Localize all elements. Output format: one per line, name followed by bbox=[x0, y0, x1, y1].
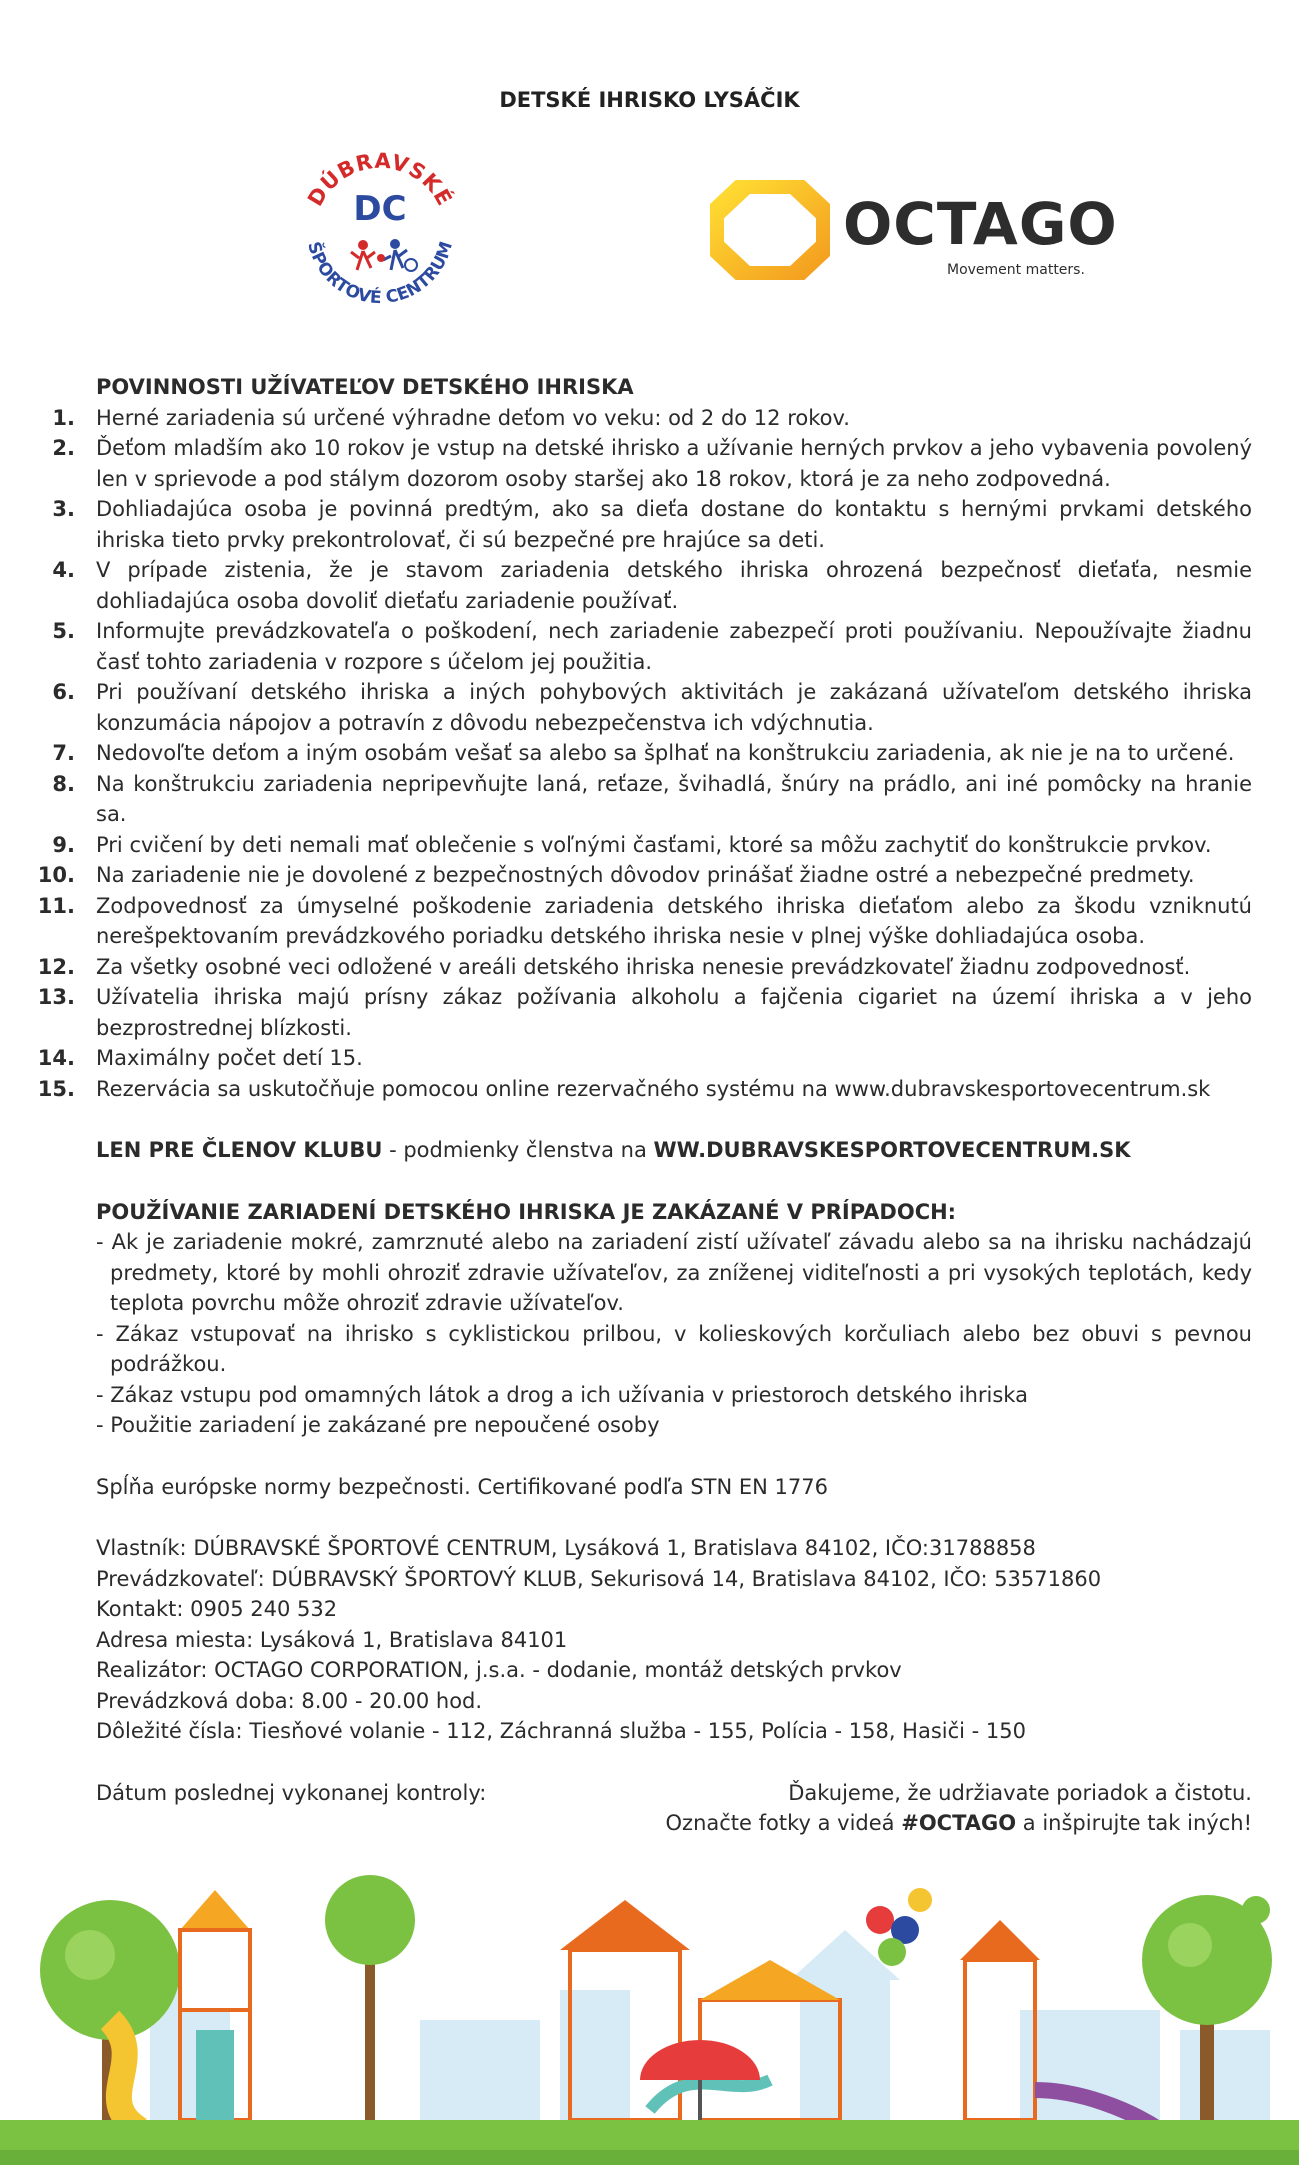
info-address-label: Adresa miesta: bbox=[96, 1627, 260, 1652]
dsc-logo-monogram: DC bbox=[353, 189, 407, 229]
info-hours-value: 8.00 - 20.00 hod. bbox=[301, 1688, 483, 1713]
octago-tagline: Movement matters. bbox=[947, 262, 1085, 278]
rule-item bbox=[37, 1074, 1252, 1105]
prohibited-list bbox=[96, 1227, 1252, 1441]
info-contact bbox=[96, 1594, 1252, 1625]
playground-illustration bbox=[0, 1860, 1299, 2165]
rule-text: Herné zariadenia sú určené výhradne deťom vo veku: od 2 do 12 rokov. bbox=[96, 405, 850, 430]
rule-number: 10. bbox=[37, 863, 75, 887]
rule-text: Nedovoľte deťom a iným osobám vešať sa alebo sa šplhať na konštrukciu zariadenia, ak nie je na to určené. bbox=[96, 741, 1235, 765]
rule-number: 5. bbox=[52, 619, 75, 643]
rule-number: 15. bbox=[37, 1076, 75, 1101]
rules-content bbox=[37, 372, 1252, 1839]
hashtag-line bbox=[96, 1808, 1252, 1839]
rule-item bbox=[52, 403, 1252, 434]
rule-item bbox=[52, 555, 1252, 616]
info-hours-label: Prevádzková doba: bbox=[96, 1688, 302, 1713]
rule-text: Pri používaní detského ihriska a iných pohybových aktivitách je zakázaná užívateľom detského ihriska konzumácia nápojov a potravín z dôvodu nebezpečenstva ich vdýchnutia. bbox=[96, 680, 1252, 735]
rule-text: Informujte prevádzkovateľa o poškodení, nech zariadenie zabezpečí proti používaniu. Nepoužívajte žiadnu časť tohto zariadenia v rozpore s účelom jej použitia. bbox=[96, 619, 1252, 674]
rule-text: Za všetky osobné veci odložené v areáli detského ihriska nenesie prevádzkovateľ žiadnu zodpovednosť. bbox=[96, 954, 1191, 979]
info-numbers bbox=[96, 1716, 1252, 1747]
rule-number: 12. bbox=[37, 954, 75, 979]
rule-item bbox=[37, 891, 1252, 952]
rule-number: 4. bbox=[52, 558, 75, 582]
rule-number: 13. bbox=[37, 985, 75, 1009]
rule-item bbox=[37, 952, 1252, 983]
rule-item bbox=[52, 738, 1252, 769]
rule-item bbox=[52, 769, 1252, 830]
info-realizer-value: OCTAGO CORPORATION, bbox=[214, 1658, 470, 1682]
rule-item bbox=[52, 830, 1252, 861]
rule-text: Na zariadenie nie je dovolené z bezpečnostných dôvodov prinášať žiadne ostré a nebezpečné predmety. bbox=[96, 863, 1195, 887]
yellow-slide bbox=[110, 2020, 140, 2130]
dsc-logo-bottom-text: ŠPORTOVÉ CENTRUM bbox=[303, 239, 457, 309]
info-owner-label: Vlastník: bbox=[96, 1536, 194, 1560]
info-owner bbox=[96, 1533, 1252, 1564]
octago-octagon-icon bbox=[710, 180, 830, 280]
info-operator bbox=[96, 1564, 1252, 1595]
members-middle: - podmienky členstva na bbox=[382, 1138, 654, 1162]
svg-text:ŠPORTOVÉ CENTRUM bbox=[303, 239, 457, 308]
rule-number: 8. bbox=[52, 771, 75, 796]
rule-text: Zodpovednosť za úmyselné poškodenie zariadenia detského ihriska dieťaťom alebo za škodu vzniknutú nerešpektovaním prevádzkového poriadku detského ihriska nesie v plnej výške dohliadajúca osoba. bbox=[96, 893, 1252, 948]
rule-item bbox=[52, 433, 1252, 494]
rule-number: 2. bbox=[52, 436, 75, 460]
tree-middle bbox=[325, 1875, 415, 2120]
prohibited-item: - Použitie zariadení je zakázané pre nepoučené osoby bbox=[96, 1413, 660, 1437]
rules-heading: POVINNOSTI UŽÍVATEĽOV DETSKÉHO IHRISKA bbox=[96, 375, 634, 399]
info-operator-value: DÚBRAVSKÝ ŠPORTOVÝ KLUB, Sekurisová 14, Bratislava 84102, IČO: 53571860 bbox=[271, 1566, 1102, 1591]
rule-number: 6. bbox=[52, 680, 75, 704]
hashtag-bold: #OCTAGO bbox=[901, 1811, 1017, 1835]
rule-number: 14. bbox=[37, 1046, 75, 1070]
thanks-text: Ďakujeme, že udržiavate poriadok a čistotu. bbox=[788, 1780, 1252, 1805]
rule-item bbox=[52, 616, 1252, 677]
hashtag-pre: Označte fotky a videá bbox=[665, 1811, 902, 1835]
octago-wordmark: OCTAGO bbox=[843, 190, 1118, 258]
info-realizer bbox=[96, 1655, 1252, 1686]
members-bold: LEN PRE ČLENOV KLUBU bbox=[96, 1138, 383, 1162]
info-operator-label: Prevádzkovateľ: bbox=[96, 1566, 272, 1591]
rule-text: Maximálny počet detí 15. bbox=[96, 1046, 363, 1070]
rule-text: Pri cvičení by deti nemali mať oblečenie s voľnými časťami, ktoré sa môžu zachytiť do konštrukcie prvkov. bbox=[96, 832, 1212, 857]
prohibited-heading: POUŽÍVANIE ZARIADENÍ DETSKÉHO IHRISKA JE ZAKÁZANÉ V PRÍPADOCH: bbox=[96, 1199, 957, 1224]
rule-number: 9. bbox=[52, 832, 75, 857]
info-hours bbox=[96, 1686, 1252, 1717]
rule-text: Užívatelia ihriska majú prísny zákaz požívania alkoholu a fajčenia cigariet na území ihriska a v jeho bezprostrednej blízkosti. bbox=[96, 985, 1252, 1040]
octago-logo bbox=[710, 180, 1118, 280]
prohibited-item: - Ak je zariadenie mokré, zamrznuté alebo na zariadení zistí užívateľ závadu alebo sa na ihrisku nachádzajú predmety, ktoré by mohli ohroziť zdravie užívateľov, za zníženej viditeľnosti a pri vysokých teplotách, kedy teplota povrchu môže ohroziť zdravie užívateľov. bbox=[96, 1230, 1252, 1315]
info-contact-value: 0905 240 532 bbox=[190, 1597, 338, 1621]
last-check-label: Dátum poslednej vykonanej kontroly: bbox=[96, 1780, 487, 1805]
rule-text: Dohliadajúca osoba je povinná predtým, ako sa dieťa dostane do kontaktu s hernými prvkami detského ihriska tieto prvky prekontrolovať, či sú bezpečné pre hrajúce sa deti. bbox=[96, 497, 1252, 552]
norms-line: Spĺňa európske normy bezpečnosti. Certifikované podľa STN EN 1776 bbox=[96, 1474, 828, 1499]
footer-row bbox=[96, 1778, 1252, 1809]
info-address bbox=[96, 1625, 1252, 1656]
rule-item bbox=[52, 494, 1252, 555]
page-title: DETSKÉ IHRISKO LYSÁČIK bbox=[499, 88, 800, 112]
dubravske-sportove-centrum-logo bbox=[295, 148, 465, 318]
rule-item bbox=[37, 860, 1252, 891]
rule-number: 7. bbox=[52, 741, 75, 765]
prohibited-item: - Zákaz vstupovať na ihrisko s cyklistickou prilbou, v kolieskových korčuliach alebo bez obuvi s pevnou podrážkou. bbox=[96, 1321, 1252, 1376]
info-numbers-label: Dôležité čísla: bbox=[96, 1719, 250, 1743]
members-line bbox=[96, 1135, 1252, 1166]
rule-text: Ďeťom mladším ako 10 rokov je vstup na detské ihrisko a užívanie herných prvkov a jeho vybavenia povolený len v sprievode a pod stálym dozorom osoby staršej ako 18 rokov, ktorá je za neho zodpovedná. bbox=[96, 436, 1252, 491]
info-contact-label: Kontakt: bbox=[96, 1597, 191, 1621]
rule-text: Rezervácia sa uskutočňuje pomocou online rezervačného systému na www.dubravskesportovecentrum.sk bbox=[96, 1076, 1211, 1101]
dsc-logo-top-text: DÚBRAVSKÉ bbox=[303, 148, 457, 211]
info-numbers-value: Tiesňové volanie - 112, Záchranná služba - 155, Polícia - 158, Hasiči - 150 bbox=[249, 1719, 1027, 1743]
rule-item bbox=[37, 1043, 1252, 1074]
rule-text: Na konštrukciu zariadenia nepripevňujte laná, reťaze, švihadlá, šnúry na prádlo, ani iné pomôcky na hranie sa. bbox=[96, 771, 1252, 826]
rule-text: V prípade zistenia, že je stavom zariadenia detského ihriska ohrozená bezpečnosť dieťaťa, nesmie dohliadajúca osoba dovoliť dieťaťu zariadenie používať. bbox=[96, 558, 1252, 613]
hashtag-post: a inšpirujte tak iných! bbox=[1016, 1811, 1252, 1835]
info-owner-value: DÚBRAVSKÉ ŠPORTOVÉ CENTRUM, Lysáková 1, Bratislava 84102, IČO:31788858 bbox=[193, 1536, 1036, 1560]
rule-number: 3. bbox=[52, 497, 75, 521]
info-realizer-rest: j.s.a. - dodanie, montáž detských prvkov bbox=[469, 1658, 902, 1682]
rule-number: 11. bbox=[37, 893, 75, 918]
rule-item bbox=[37, 982, 1252, 1043]
info-realizer-label: Realizátor: bbox=[96, 1658, 215, 1682]
rule-number: 1. bbox=[52, 405, 75, 430]
info-address-value: Lysáková 1, Bratislava 84101 bbox=[259, 1627, 568, 1652]
members-website: WW.DUBRAVSKESPORTOVECENTRUM.SK bbox=[653, 1138, 1131, 1162]
prohibited-item: - Zákaz vstupu pod omamných látok a drog a ich užívania v priestoroch detského ihriska bbox=[96, 1382, 1028, 1407]
rules-list bbox=[37, 403, 1252, 1105]
background-buildings bbox=[140, 1930, 1270, 2120]
rule-item bbox=[52, 677, 1252, 738]
